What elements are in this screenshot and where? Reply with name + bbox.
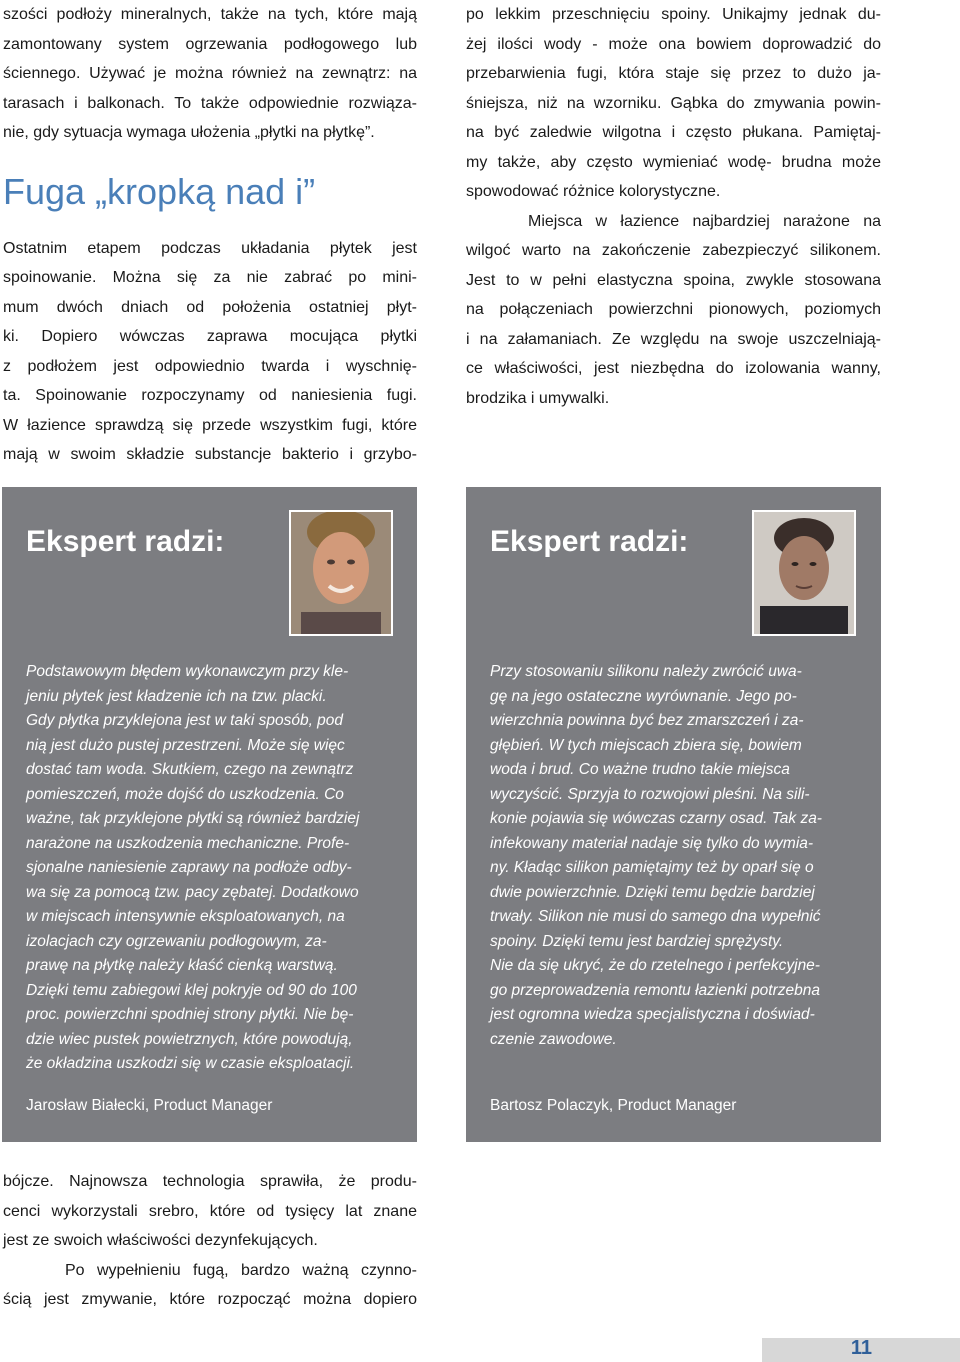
paragraph-line: śniejsza, niż na wzorniku. Gąbka do zmywania powin- (466, 94, 881, 112)
paragraph-line: cenci wykorzystali srebro, które od tysięcy lat znane (3, 1202, 417, 1220)
box-line: dostać tam woda. Skutkiem, czego na zewnątrz (26, 761, 354, 778)
paragraph-line: Ostatnim etapem podczas układania płytek jest (3, 239, 417, 257)
paragraph-line: szości podłoży mineralnych, także na tych, które mają (3, 6, 417, 23)
paragraph-line: spowodować różnice kolorystyczne. (466, 183, 721, 200)
paragraph-line: ściennego. Używać je można również na zewnątrz: na (3, 65, 417, 82)
box-line: narażone na uszkodzenia mechaniczne. Profe- (26, 834, 350, 852)
expert-signature: Bartosz Polaczyk, Product Manager (490, 1097, 737, 1114)
expert-box-title: Ekspert radzi: (490, 525, 689, 558)
expert-box-title: Ekspert radzi: (26, 525, 225, 558)
box-line: wierzchnia powinna być bez zmarszczeń i za- (490, 712, 804, 729)
paragraph-line: spoinowanie. Można się za nie zabrać po mini- (3, 269, 417, 286)
paragraph-line: tarasach i balkonach. To także odpowiednie rozwiąza- (3, 94, 417, 112)
paragraph-line: brodzika i umywalki. (466, 389, 610, 407)
box-line: ważne, tak przyklejone płytki są również bardziej (26, 810, 360, 827)
text-column-left-top (3, 0, 417, 470)
paragraph-line: Po wypełnieniu fugą, bardzo ważną czynno- (65, 1261, 417, 1279)
expert-box-right (466, 487, 881, 1142)
paragraph-line: na połączeniach powierzchni pionowych, poziomych (466, 301, 881, 318)
paragraph-line: ki. Dopiero wówczas zaprawa mocująca płytki (3, 328, 417, 345)
box-line: izolacjach czy ogrzewaniu podłogowym, za- (26, 932, 327, 950)
expert-signature: Jarosław Białecki, Product Manager (26, 1097, 273, 1114)
paragraph-line: ce właściwości, jest niezbędna do izolowania wanny, (466, 360, 881, 377)
paragraph-line: W łazience sprawdzą się przede wszystkim fugi, które (3, 416, 417, 434)
expert-box-body (490, 660, 855, 1052)
page-number: 11 (850, 1337, 872, 1359)
box-line: Gdy płytka przyklejona jest w taki sposób, pod (26, 712, 344, 729)
paragraph-line: jest ze swoich właściwości dezynfekujących. (3, 1232, 318, 1249)
paragraph-line: mają w swoim składzie substancje bakterio i grzybo- (3, 446, 417, 463)
box-line: prawę na płytkę należy kłaść cienką warstwą. (26, 957, 338, 974)
box-line: spoiny. Dzięki temu jest bardziej sprężysty. (490, 932, 784, 950)
paragraph-line: bójcze. Najnowsza technologia sprawiła, że produ- (3, 1173, 417, 1190)
box-line: nią jest dużo pustej przestrzeni. Może się więc (26, 736, 345, 754)
box-line: infekowany materiał nadaje się tylko do wymia- (490, 834, 814, 852)
paragraph-line: mum dwóch dniach od położenia ostatniej płyt- (3, 298, 417, 316)
paragraph-line: żej ilości wody - może ona bowiem doprowadzić do (466, 35, 881, 53)
box-line: czenie zawodowe. (490, 1030, 617, 1048)
box-line: sjonalne naniesienie zaprawy na podłoże odby- (26, 859, 352, 876)
box-line: że okładzina uszkodzi się w czasie eksploatacji. (26, 1055, 355, 1072)
paragraph-line: my także, aby często wymieniać wodę- brudna może (466, 153, 881, 171)
text-column-left-bottom (3, 1167, 417, 1315)
box-line: woda i brud. Co ważne trudno takie miejsca (490, 761, 790, 778)
paragraph-line: i na załamaniach. Ze względu na swoje uszczelniają- (466, 330, 881, 348)
box-line: wyczyścić. Sprzyja to rozwojowi pleśni. Na sili- (490, 785, 810, 803)
expert-box-left (2, 487, 417, 1142)
box-line: trwały. Silikon nie musi do samego dna wypełnić (490, 908, 821, 925)
box-line: ny. Kładąc silikon pamiętajmy też by oparł się o (490, 859, 814, 876)
paragraph-line: ta. Spoinowanie rozpoczynamy od naniesienia fugi. (3, 387, 417, 404)
box-line: dzie wiec pustek powietrznych, które powodują, (26, 1030, 353, 1048)
paragraph-line: wilgoć warto na zakończenie zabezpieczyć silikonem. (466, 242, 881, 259)
expert-photo (289, 510, 393, 636)
box-line: w miejscach intensywnie eksploatowanych, na (26, 908, 345, 925)
paragraph-line: Jest to w pełni elastyczna spoina, zwykle stosowana (466, 271, 881, 289)
paragraph-line: ścią jest zmywanie, które rozpocząć można dopiero (3, 1291, 417, 1308)
expert-box-body (26, 660, 391, 1077)
box-line: proc. powierzchni spodniej strony płytki. Nie bę- (26, 1006, 354, 1023)
paragraph-line: po lekkim przeschnięciu spoiny. Unikajmy jednak du- (466, 6, 881, 23)
box-line: Podstawowym błędem wykonawczym przy kle- (26, 663, 349, 680)
paragraph-line: nie, gdy sytuacja wymaga ułożenia „płytki na płytkę”. (3, 124, 375, 141)
paragraph-line: zamontowany system ogrzewania podłogowego lub (3, 35, 417, 53)
box-line: gę na jego ostateczne wyrównanie. Jego po- (490, 687, 797, 705)
box-line: wa się za pomocą tzw. pacy zębatej. Dodatkowo (26, 883, 359, 901)
box-line: konie pojawia się wówczas czarny osad. Tak za- (490, 810, 822, 827)
paragraph-line: Miejsca w łazience najbardziej narażone na (528, 212, 881, 230)
portrait-image (291, 512, 391, 634)
box-line: Przy stosowaniu silikonu należy zwrócić uwa- (490, 663, 802, 680)
box-line: Dzięki temu zabiegowi klej pokryje od 90 do 100 (26, 981, 357, 999)
paragraph-line: na być zaledwie wilgotna i często płukana. Pamiętaj- (466, 124, 881, 141)
paragraph-line: przebarwienia fugi, która staje się przez to dużo ja- (466, 65, 881, 82)
box-line: pomieszczeń, może dojść do uszkodzenia. Co (26, 785, 344, 803)
portrait-image (754, 512, 854, 634)
box-line: Nie da się ukryć, że do rzetelnego i perfekcyjne- (490, 957, 820, 974)
expert-photo (752, 510, 856, 636)
box-line: go przeprowadzenia remontu łazienki potrzebna (490, 981, 821, 999)
section-heading: Fuga „kropką nad i” (3, 170, 316, 212)
box-line: jeniu płytek jest kładzenie ich na tzw. placki. (26, 687, 327, 705)
box-line: głębień. W tych miejscach zbiera się, bowiem (490, 736, 802, 754)
text-column-right-top (466, 0, 881, 413)
box-line: dwie powierzchnie. Dzięki temu będzie bardziej (490, 883, 815, 901)
box-line: jest ogromna wiedza specjalistyczna i doświad- (490, 1006, 815, 1023)
paragraph-line: z podłożem jest odpowiednio twarda i wyschnię- (3, 357, 417, 375)
